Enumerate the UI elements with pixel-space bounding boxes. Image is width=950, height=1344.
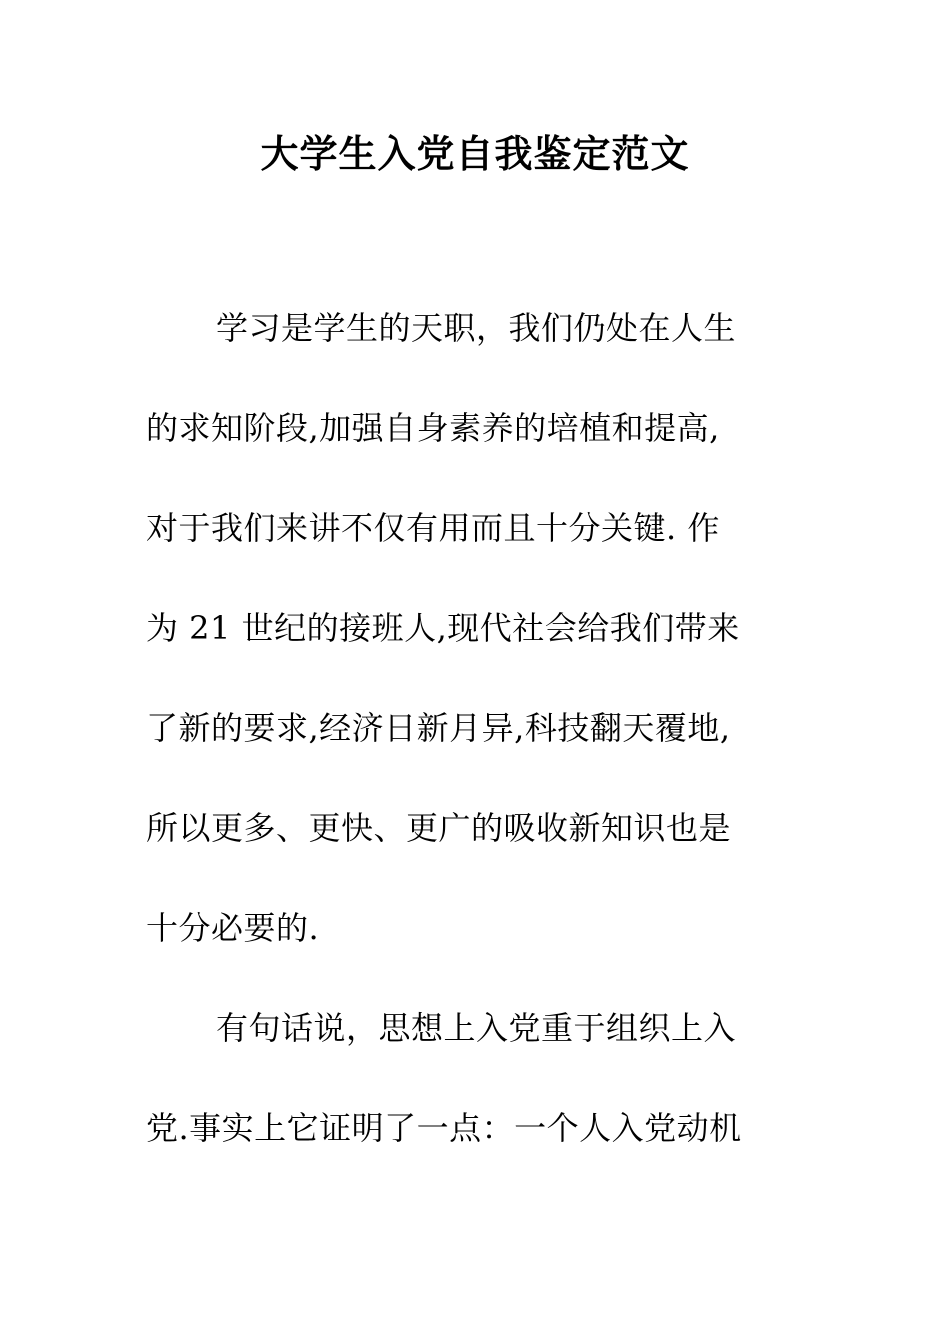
paragraph-1-line-6: 所以更多、更快、更广的吸收新知识也是	[146, 809, 732, 847]
paragraph-1-line-4: 为 21 世纪的接班人,现代社会给我们带来	[146, 609, 740, 647]
paragraph-1-line-5: 了新的要求,经济日新月异,科技翻天覆地,	[146, 709, 731, 747]
document-body	[146, 300, 826, 1200]
document-title: 大学生入党自我鉴定范文	[260, 131, 690, 176]
paragraph-1-line-3: 对于我们来讲不仅有用而且十分关键. 作	[146, 509, 720, 547]
paragraph-1-line-1: 学习是学生的天职，我们仍处在人生	[216, 309, 737, 347]
paragraph-1-line-7: 十分必要的.	[146, 909, 320, 947]
paragraph-2-line-1: 有句话说，思想上入党重于组织上入	[216, 1009, 737, 1047]
paragraph-2-line-2: 党.事实上它证明了一点：一个人入党动机	[146, 1109, 742, 1147]
paragraph-1-line-2: 的求知阶段,加强自身素养的培植和提高,	[146, 409, 720, 447]
